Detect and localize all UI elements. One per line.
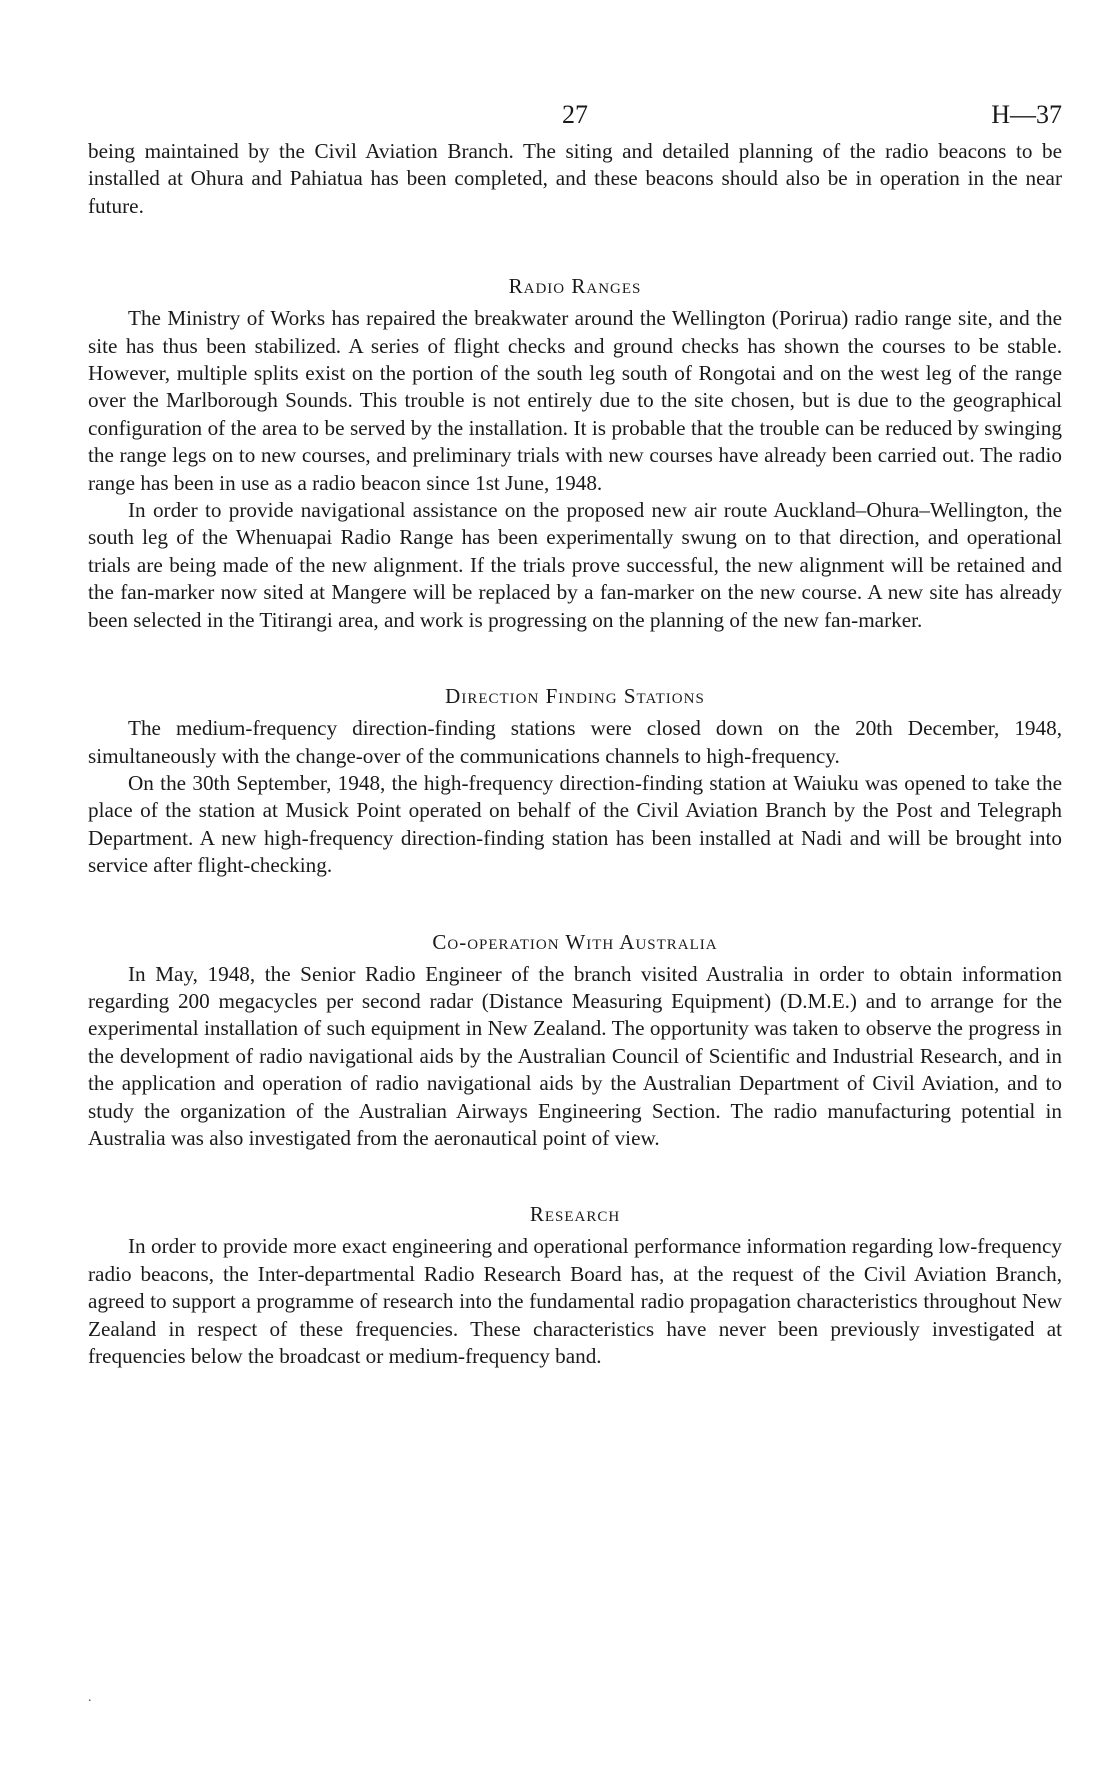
section-heading-radio-ranges: Radio Ranges (508, 274, 642, 299)
document-page (88, 0, 1062, 1370)
intro-paragraph: being maintained by the Civil Aviation Branch. The siting and detailed planning of the radio beacons to be installed at Ohura and Pahiatua has been completed, and these beacons should also be in operation in the near future. (88, 139, 1062, 218)
stray-mark: . (88, 1690, 92, 1705)
radio-ranges-paragraph-1: The Ministry of Works has repaired the breakwater around the Wellington (Porirua) radio range site, and the site has thus been stabilized. A series of flight checks and ground checks has shown the courses to be stable. However, multiple splits exist on the portion of the south leg south of Rongotai and on the west leg of the range over the Marlborough Sounds. This trouble is not entirely due to the site chosen, but is due to the geographical configuration of the area to be served by the installation. It is probable that the trouble can be reduced by swinging the range legs on to new courses, and preliminary trials with new courses have already been carried out. The radio range has been in use as a radio beacon since 1st June, 1948. (88, 306, 1062, 495)
section-heading-co-operation-with-australia: Co-operation With Australia (432, 929, 718, 954)
radio-ranges-paragraph-2: In order to provide navigational assistance on the proposed new air route Auckland–Ohura–Wellington, the south leg of the Whenuapai Radio Range has been experimentally swung on to that direction, and operational trials are being made of the new alignment. If the trials prove successful, the new alignment will be retained and the fan-marker now sited at Mangere will be replaced by a fan-marker on the new course. A new site has already been selected in the Titirangi area, and work is progressing on the planning of the new fan-marker. (88, 498, 1062, 632)
page-header (88, 0, 1062, 138)
section-heading-direction-finding-stations: Direction Finding Stations (445, 684, 705, 709)
page-number: 27 (562, 100, 588, 129)
co-operation-paragraph-1: In May, 1948, the Senior Radio Engineer of the branch visited Australia in order to obtain information regarding 200 megacycles per second radar (Distance Measuring Equipment) (D.M.E.) and to arrange for the experimental installation of such equipment in New Zealand. The opportunity was taken to observe the progress in the development of radio navigational aids by the Australian Council of Scientific and Industrial Research, and in the application and operation of radio navigational aids by the Australian Department of Civil Aviation, and to study the organization of the Australian Airways Engineering Section. The radio manufacturing potential in Australia was also investigated from the aeronautical point of view. (88, 961, 1062, 1150)
research-paragraph-1: In order to provide more exact engineering and operational performance information regarding low-frequency radio beacons, the Inter-departmental Radio Research Board has, at the request of the Civil Aviation Branch, agreed to support a programme of research into the fundamental radio propagation characteristics throughout New Zealand in respect of these frequencies. These characteristics have never been previously investigated at frequencies below the broadcast or medium-frequency band. (88, 1234, 1062, 1368)
section-heading-research: Research (529, 1202, 621, 1227)
document-reference: H—37 (991, 100, 1062, 129)
direction-finding-paragraph-1: The medium-frequency direction-finding stations were closed down on the 20th December, 1948, simultaneously with the change-over of the communications channels to high-frequency. (88, 716, 1062, 768)
direction-finding-paragraph-2: On the 30th September, 1948, the high-frequency direction-finding station at Waiuku was opened to take the place of the station at Musick Point operated on behalf of the Civil Aviation Branch by the Post and Telegraph Department. A new high-frequency direction-finding station has been installed at Nadi and will be brought into service after flight-checking. (88, 770, 1062, 878)
